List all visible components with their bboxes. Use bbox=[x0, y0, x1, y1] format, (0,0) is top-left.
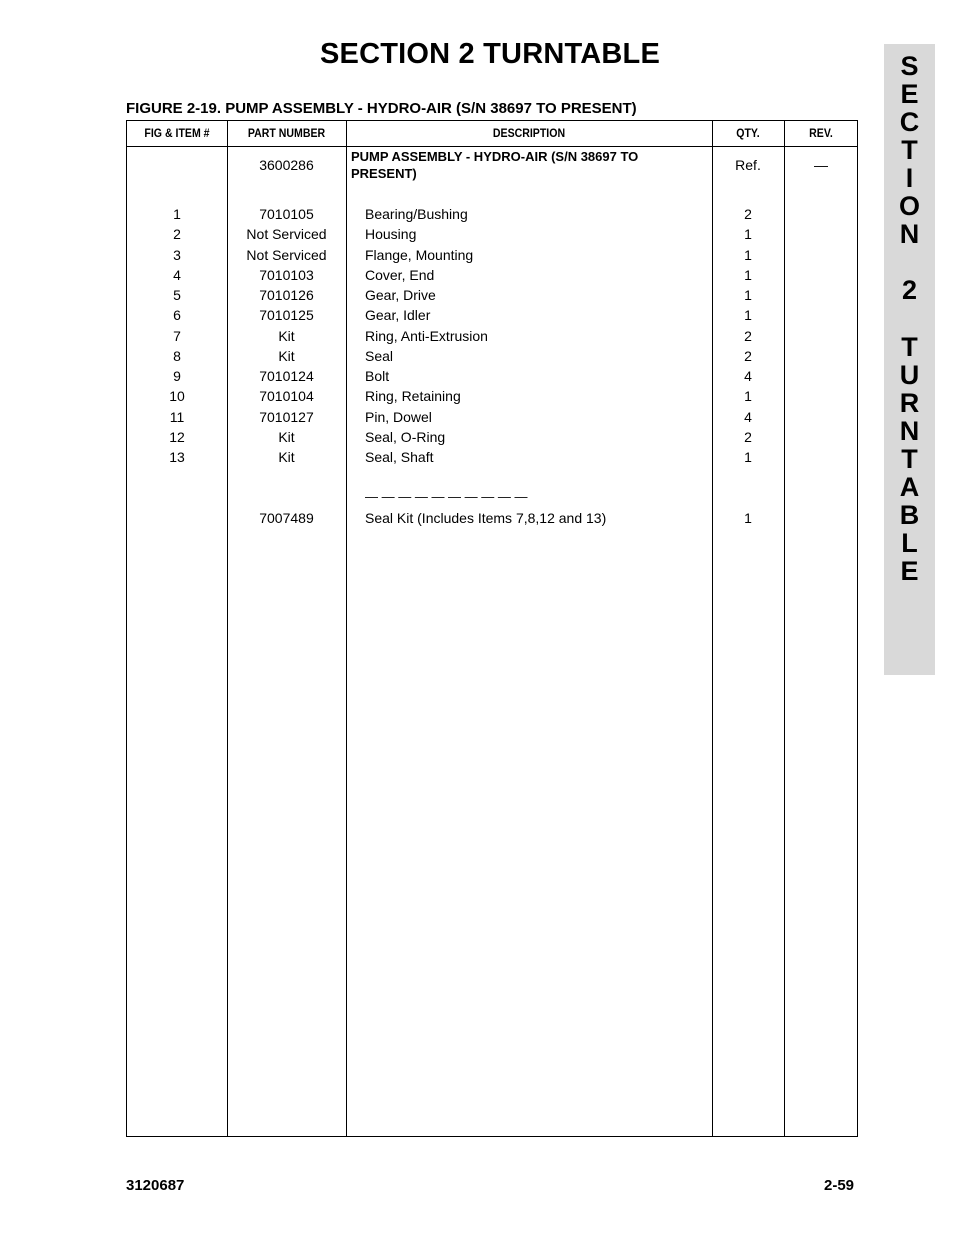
description: Pin, Dowel bbox=[365, 409, 432, 425]
section-title: SECTION 2 TURNTABLE bbox=[320, 38, 660, 70]
header-description: DESCRIPTION bbox=[492, 126, 566, 140]
assembly-description: PUMP ASSEMBLY - HYDRO-AIR (S/N 38697 TO PRESENT) bbox=[351, 149, 639, 181]
side-tab-letter: O bbox=[898, 191, 920, 221]
part-number: Kit bbox=[278, 348, 295, 364]
item-number: 13 bbox=[169, 449, 185, 465]
description: Seal bbox=[365, 348, 394, 364]
item-number: 9 bbox=[173, 368, 181, 384]
side-tab-letter: T bbox=[901, 332, 918, 362]
side-tab-letter: I bbox=[905, 163, 914, 193]
side-tab-letter: L bbox=[901, 528, 918, 558]
quantity: 1 bbox=[744, 247, 752, 263]
item-number: 3 bbox=[173, 247, 181, 263]
description: Gear, Drive bbox=[365, 287, 436, 303]
part-number: 7010125 bbox=[259, 307, 314, 323]
side-tab-letter: A bbox=[899, 472, 920, 502]
quantity: 2 bbox=[744, 429, 752, 445]
side-tab-letter: B bbox=[899, 500, 920, 530]
quantity: 2 bbox=[744, 328, 752, 344]
quantity: 1 bbox=[744, 287, 752, 303]
kit-part-number: 7007489 bbox=[259, 510, 314, 526]
kit-quantity: 1 bbox=[744, 510, 752, 526]
description: Housing bbox=[365, 226, 417, 242]
description: Ring, Retaining bbox=[365, 388, 461, 404]
part-number: Kit bbox=[278, 429, 295, 445]
header-item: FIG & ITEM # bbox=[144, 126, 210, 140]
item-number: 8 bbox=[173, 348, 181, 364]
figure-title: FIGURE 2-19. PUMP ASSEMBLY - HYDRO-AIR (S/N 38697 TO PRESENT) bbox=[126, 100, 637, 117]
description: Seal, O-Ring bbox=[365, 429, 446, 445]
header-rev: REV. bbox=[809, 126, 833, 140]
side-tab-letter: C bbox=[899, 107, 920, 137]
side-tab-letter: T bbox=[901, 135, 918, 165]
quantity: 2 bbox=[744, 348, 752, 364]
description: Cover, End bbox=[365, 267, 435, 283]
item-number: 1 bbox=[173, 206, 181, 222]
part-number: 7010124 bbox=[259, 368, 314, 384]
quantity: 1 bbox=[744, 226, 752, 242]
part-number: Not Serviced bbox=[246, 226, 327, 242]
assembly-rev: — bbox=[814, 157, 828, 173]
item-number: 7 bbox=[173, 328, 181, 344]
side-tab-letter: T bbox=[901, 444, 918, 474]
part-number: Kit bbox=[278, 328, 295, 344]
item-number: 5 bbox=[173, 287, 181, 303]
quantity: 4 bbox=[744, 368, 752, 384]
header-divider bbox=[127, 146, 857, 147]
separator-dashes: — — — — — — — — — — bbox=[365, 489, 528, 504]
column-divider bbox=[784, 121, 785, 1136]
parts-table bbox=[126, 120, 858, 1137]
side-tab-letter: E bbox=[900, 79, 919, 109]
part-number: Kit bbox=[278, 449, 295, 465]
side-tab-letter: R bbox=[899, 388, 920, 418]
assembly-qty: Ref. bbox=[735, 157, 761, 173]
description: Bolt bbox=[365, 368, 390, 384]
part-number: Not Serviced bbox=[246, 247, 327, 263]
part-number: 7010104 bbox=[259, 388, 314, 404]
item-number: 12 bbox=[169, 429, 185, 445]
header-part-number: PART NUMBER bbox=[247, 126, 326, 140]
column-divider bbox=[346, 121, 347, 1136]
item-number: 11 bbox=[169, 409, 185, 425]
side-tab-letter: E bbox=[900, 556, 919, 586]
quantity: 2 bbox=[744, 206, 752, 222]
footer-document-number: 3120687 bbox=[126, 1177, 185, 1194]
section-side-tab bbox=[884, 44, 935, 675]
side-tab-letter: S bbox=[900, 51, 919, 81]
item-number: 6 bbox=[173, 307, 181, 323]
part-number: 7010103 bbox=[259, 267, 314, 283]
side-tab-letter: N bbox=[899, 416, 920, 446]
description: Bearing/Bushing bbox=[365, 206, 468, 222]
part-number: 7010126 bbox=[259, 287, 314, 303]
kit-description: Seal Kit (Includes Items 7,8,12 and 13) bbox=[365, 510, 607, 526]
footer-page-number: 2-59 bbox=[824, 1177, 855, 1194]
item-number: 2 bbox=[173, 226, 181, 242]
description: Flange, Mounting bbox=[365, 247, 474, 263]
item-number: 4 bbox=[173, 267, 181, 283]
quantity: 1 bbox=[744, 267, 752, 283]
description: Ring, Anti-Extrusion bbox=[365, 328, 488, 344]
description: Gear, Idler bbox=[365, 307, 431, 323]
quantity: 1 bbox=[744, 388, 752, 404]
description: Seal, Shaft bbox=[365, 449, 434, 465]
side-tab-letter: N bbox=[899, 219, 920, 249]
header-qty: QTY. bbox=[736, 126, 760, 140]
assembly-part-number: 3600286 bbox=[259, 157, 314, 173]
item-number: 10 bbox=[169, 388, 185, 404]
part-number: 7010105 bbox=[259, 206, 314, 222]
quantity: 1 bbox=[744, 307, 752, 323]
part-number: 7010127 bbox=[259, 409, 314, 425]
quantity: 4 bbox=[744, 409, 752, 425]
side-tab-letter: 2 bbox=[901, 275, 918, 305]
quantity: 1 bbox=[744, 449, 752, 465]
side-tab-letter: U bbox=[899, 360, 920, 390]
